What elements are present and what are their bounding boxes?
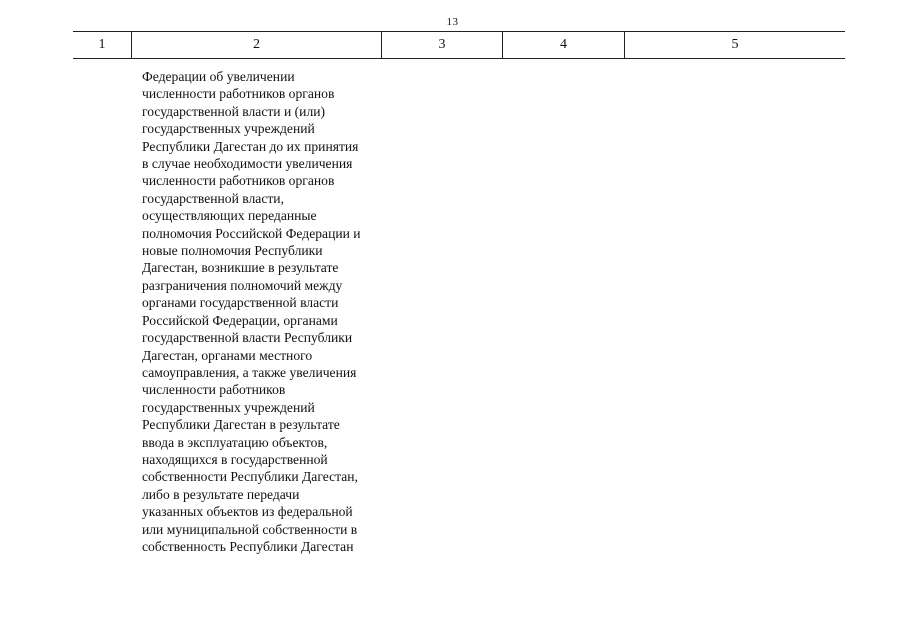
column-2-body-text: Федерации об увеличении численности работников органов государственной власти и (или) государственных учреждений Республики Дагестан до их принятия в случае необходимости увеличения численности работников органов государственной власти, осуществляющих переданные полномочия Российской Федерации и новые полномочия Республики Дагестан, возникшие в результате разграничения полномочий между органами государственной власти Российской Федерации, органами государственной власти Республики Дагестан, органами местного самоуправления, а также увеличения численности работников государственных учреждений Республики Дагестан в результате ввода в эксплуатацию объектов, находящихся в государственной собственности Республики Дагестан, либо в результате передачи указанных объектов из федеральной или муниципальной собственности в собственность Республики Дагестан <box>142 69 361 554</box>
column-header-3: 3 <box>438 37 446 52</box>
column-header-1: 1 <box>98 37 106 52</box>
column-header-2: 2 <box>253 37 260 52</box>
page-number: 13 <box>446 16 459 28</box>
table-header-row <box>73 31 845 59</box>
column-header-4: 4 <box>560 37 567 52</box>
column-header-5: 5 <box>731 37 739 52</box>
